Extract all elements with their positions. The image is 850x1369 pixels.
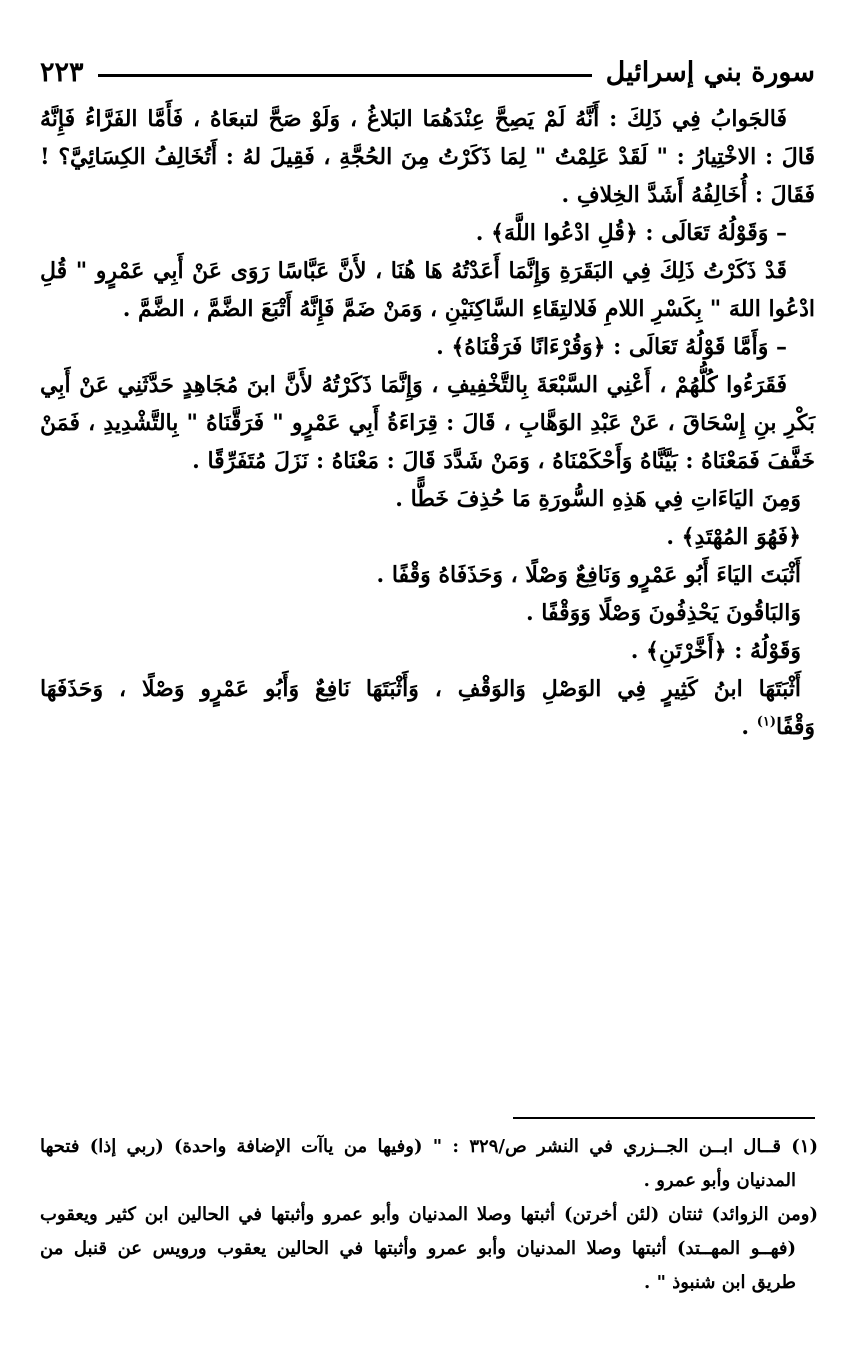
text-line: ادْعُوا اللهَ " بِكَسْرِ اللامِ فَلالتِقَاءِ السَّاكِنَيْنِ ، وَمَنْ ضَمَّ فَإِنَّهُ أَتْبَعَ الضَّمَّ ، الضَّمَّ .	[122, 296, 815, 322]
text-line: – وَأَمَّا قَوْلُهُ تَعَالَى : ﴿وَقُرْءَانًا فَرَقْنَاهُ﴾ .	[436, 334, 787, 360]
text-line: خَفَّفَ فَمَعْنَاهُ : بَيَّنَّاهُ وَأَحْكَمْنَاهُ ، وَمَنْ شَدَّدَ قَالَ : مَعْنَاهُ : نَزَلَ مُتَفَرِّقًا .	[192, 448, 815, 474]
text-line: وَمِنَ اليَاءَاتِ فِي هَذِهِ السُّورَةِ مَا حُذِفَ خَطًّا .	[395, 486, 801, 512]
running-header	[40, 52, 815, 92]
text-fragment: وَقْفًا	[776, 714, 815, 740]
text-line: بَكْرِ بنِ إِسْحَاقَ ، عَنْ عَبْدِ الوَهَّابِ ، قَالَ : قِرَاءَةُ أَبِي عَمْرٍو " فَرَقَّنَاهُ " بِالتَّشْدِيدِ ، فَمَنْ	[40, 410, 815, 436]
header-rule	[98, 74, 592, 77]
chapter-title: سورة بني إسرائيل	[605, 56, 815, 88]
text-line: – وَقَوْلُهُ تَعَالَى : ﴿قُلِ ادْعُوا اللَّهَ﴾ .	[475, 220, 787, 246]
text-line: فَالجَوابُ فِي ذَلِكَ : أَنَّهُ لَمْ يَصِحَّ عِنْدَهُمَا البَلاغُ ، وَلَوْ صَحَّ لتبعَاهُ ، فَأَمَّا الفَرَّاءُ فَإِنَّهُ	[40, 106, 787, 132]
page-number: ٢٢٣	[40, 56, 84, 88]
text-line-last	[40, 708, 815, 746]
text-line: وَالبَاقُونَ يَحْذِفُونَ وَصْلًا وَوَقْفًا .	[525, 600, 801, 626]
text-line: أَثْبَتَهَا ابنُ كَثِيرٍ فِي الوَصْلِ وَالوَقْفِ ، وَأَثْبَتَهَا نَافِعٌ وَأَبُو عَمْرٍو وَصْلًا ، وَحَذَفَهَا	[40, 676, 801, 702]
text-line: فَقَرَءُوا كُلُّهُمْ ، أَعْنِي السَّبْعَةَ بِالتَّخْفِيفِ ، وَإِنَّمَا ذَكَرْتُهُ لأَنَّ ابنَ مُجَاهِدٍ حَدَّثَنِي عَنْ أَبِي	[40, 372, 787, 398]
main-text	[40, 100, 815, 746]
footnote-marker: (١)	[756, 714, 777, 730]
footnotes	[40, 1130, 818, 1300]
footnote-line: طريق ابن شنبوذ " .	[644, 1272, 796, 1293]
text-line: ﴿فَهُوَ المُهْتَدِ﴾ .	[666, 524, 801, 550]
footnote-line: المدنيان وأبو عمرو .	[643, 1170, 796, 1191]
footnote-rule	[513, 1117, 815, 1119]
text-line: قَدْ ذَكَرْتُ ذَلِكَ فِي البَقَرَةِ وَإِنَّمَا أَعَدْتُهُ هَا هُنَا ، لأَنَّ عَبَّاسًا رَوَى عَنْ أَبِي عَمْرٍو " قُلِ	[40, 258, 787, 284]
footnote-line: (١) قــال ابــن الجــزري في النشر ص/٣٢٩ : " (وفيها من ياآت الإضافة واحدة) (ربي إذا) فتحها	[40, 1136, 818, 1157]
footnote-line: (فهــو المهــتد) أثبتها وصلا المدنيان وأبو عمرو وأثبتها في الحالين يعقوب ورويس عن قنبل من	[40, 1238, 796, 1259]
footnote-line: (ومن الزوائد) ثنتان (لئن أخرتن) أثبتها وصلا المدنيان وأبو عمرو وأثبتها في الحالين ابن كثير ويعقوب	[40, 1204, 818, 1225]
text-line: قَالَ : الاخْتِيارُ : " لَقَدْ عَلِمْتُ " لِمَا ذَكَرْتُ مِنَ الحُجَّةِ ، فَقِيلَ لهُ : أَتُخَالِفُ الكِسَائِيَّ؟ !	[40, 144, 815, 170]
text-line: فَقَالَ : أُخَالِفُهُ أَشَدَّ الخِلافِ .	[561, 182, 815, 208]
text-line: وَقَوْلُهُ : ﴿أَخَّرْتَنِ﴾ .	[630, 638, 801, 664]
text-line: أَثْبَتَ اليَاءَ أَبُو عَمْرٍو وَنَافِعٌ وَصْلًا ، وَحَذَفَاهُ وَقْفًا .	[376, 562, 801, 588]
text-fragment: .	[741, 714, 750, 740]
